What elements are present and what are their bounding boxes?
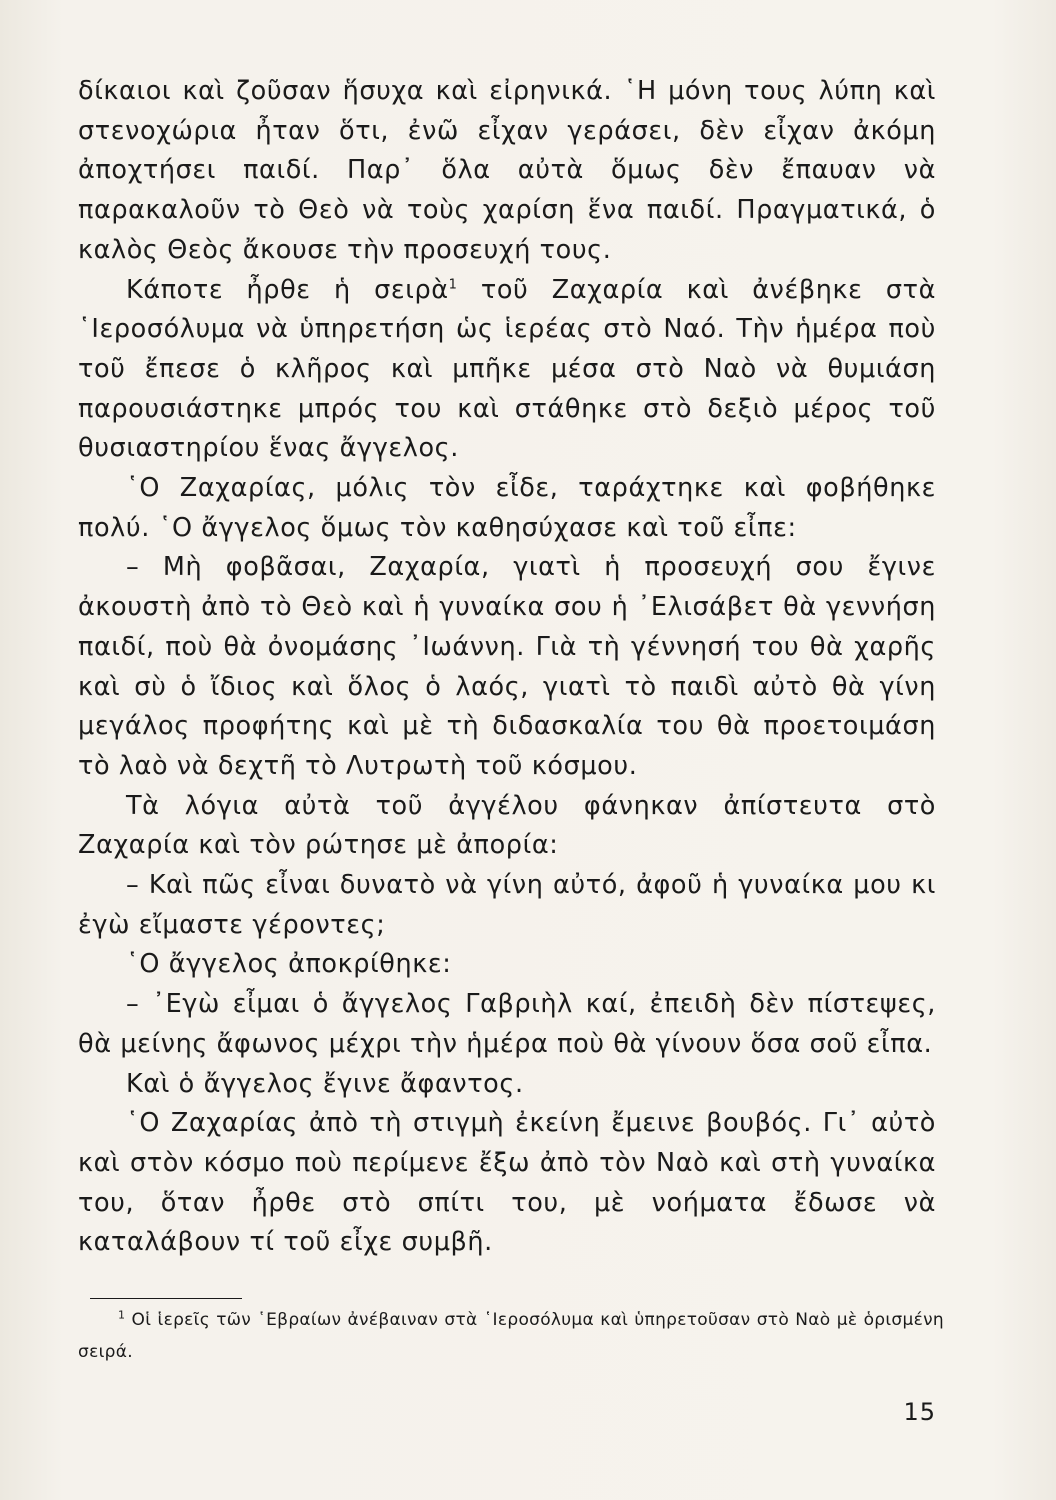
footnote [78, 1304, 944, 1368]
paragraph: ῾Ο Ζαχαρίας ἀπὸ τὴ στιγμὴ ἐκείνη ἔμεινε βουβός. Γι᾽ αὐτὸ καὶ στὸν κόσμο ποὺ περίμενε ἔξω ἀπὸ τὸν Ναὸ καὶ στὴ γυναίκα του, ὅταν ἦρθε στὸ σπίτι του, μὲ νοήματα ἔδωσε νὰ καταλάβουν τί τοῦ εἶχε συμβῆ. [78, 1108, 936, 1258]
footnote-divider [90, 1298, 242, 1299]
dialogue-paragraph: – Μὴ φοβᾶσαι, Ζαχαρία, γιατὶ ἡ προσευχή σου ἔγινε ἀκουστὴ ἀπὸ τὸ Θεὸ καὶ ἡ γυναίκα σου ἡ ᾽Ελισάβετ θὰ γεννήση παιδί, ποὺ θὰ ὀνομάσης ᾽Ιωάννη. Γιὰ τὴ γέννησή του θὰ χαρῆς καὶ σὺ ὁ ἴδιος καὶ ὅλος ὁ λαός, γιατὶ τὸ παιδὶ αὐτὸ θὰ γίνη μεγάλος προφήτης καὶ μὲ τὴ διδασκαλία του θὰ προετοιμάση τὸ λαὸ νὰ δεχτῆ τὸ Λυτρωτὴ τοῦ κόσμου. [78, 552, 936, 781]
paragraph-text: τοῦ Ζαχαρία καὶ ἀνέβηκε στὰ ῾Ιεροσόλυμα νὰ ὑπηρετήση ὡς ἱερέας στὸ Ναό. Τὴν ἡμέρα ποὺ τοῦ ἔπεσε ὁ κλῆρος καὶ μπῆκε μέσα στὸ Ναὸ νὰ θυμιάση παρουσιάστηκε μπρός του καὶ στάθηκε στὸ δεξιὸ μέρος τοῦ θυσιαστηρίου ἕνας ἄγγελος. [78, 274, 936, 464]
paragraph: ῾Ο Ζαχαρίας, μόλις τὸν εἶδε, ταράχτηκε καὶ φοβήθηκε πολύ. ῾Ο ἄγγελος ὅμως τὸν καθησύχασε καὶ τοῦ εἶπε: [78, 473, 936, 543]
paragraph: δίκαιοι καὶ ζοῦσαν ἥσυχα καὶ εἰρηνικά. ῾Η μόνη τους λύπη καὶ στενοχώρια ἦταν ὅτι, ἐνῶ εἶχαν γεράσει, δὲν εἶχαν ἀκόμη ἀποχτήσει παιδί. Παρ᾽ ὅλα αὐτὰ ὅμως δὲν ἔπαυαν νὰ παρακαλοῦν τὸ Θεὸ νὰ τοὺς χαρίση ἕνα παιδί. Πραγματικά, ὁ καλὸς Θεὸς ἄκουσε τὴν προσευχή τους. [78, 76, 936, 265]
paragraph: Τὰ λόγια αὐτὰ τοῦ ἀγγέλου φάνηκαν ἀπίστευτα στὸ Ζαχαρία καὶ τὸν ρώτησε μὲ ἀπορία: [78, 790, 936, 861]
footnote-text: Οἱ ἱερεῖς τῶν ῾Εβραίων ἀνέβαιναν στὰ ῾Ιεροσόλυμα καὶ ὑπηρετοῦσαν στὸ Ναὸ μὲ ὁρισμένη σειρά. [78, 1310, 944, 1362]
paragraph: Καὶ ὁ ἄγγελος ἔγινε ἄφαντος. [126, 1068, 524, 1099]
paragraph-text: Κάποτε ἦρθε ἡ σειρὰ [126, 274, 449, 305]
footnote-number: 1 [118, 1308, 126, 1322]
paragraph: ῾Ο ἄγγελος ἀποκρίθηκε: [126, 949, 452, 980]
paragraph [78, 271, 936, 470]
footnote-marker: 1 [448, 277, 458, 293]
dialogue-paragraph: – Καὶ πῶς εἶναι δυνατὸ νὰ γίνη αὐτό, ἀφοῦ ἡ γυναίκα μου κι ἐγὼ εἴμαστε γέροντες; [78, 870, 936, 940]
body-text [78, 72, 936, 1263]
page-number: 15 [903, 1398, 936, 1426]
dialogue-paragraph: – ᾽Εγὼ εἶμαι ὁ ἄγγελος Γαβριὴλ καί, ἐπειδὴ δὲν πίστεψες, θὰ μείνης ἄφωνος μέχρι τὴν ἡμέρα ποὺ θὰ γίνουν ὅσα σοῦ εἶπα. [78, 989, 936, 1059]
